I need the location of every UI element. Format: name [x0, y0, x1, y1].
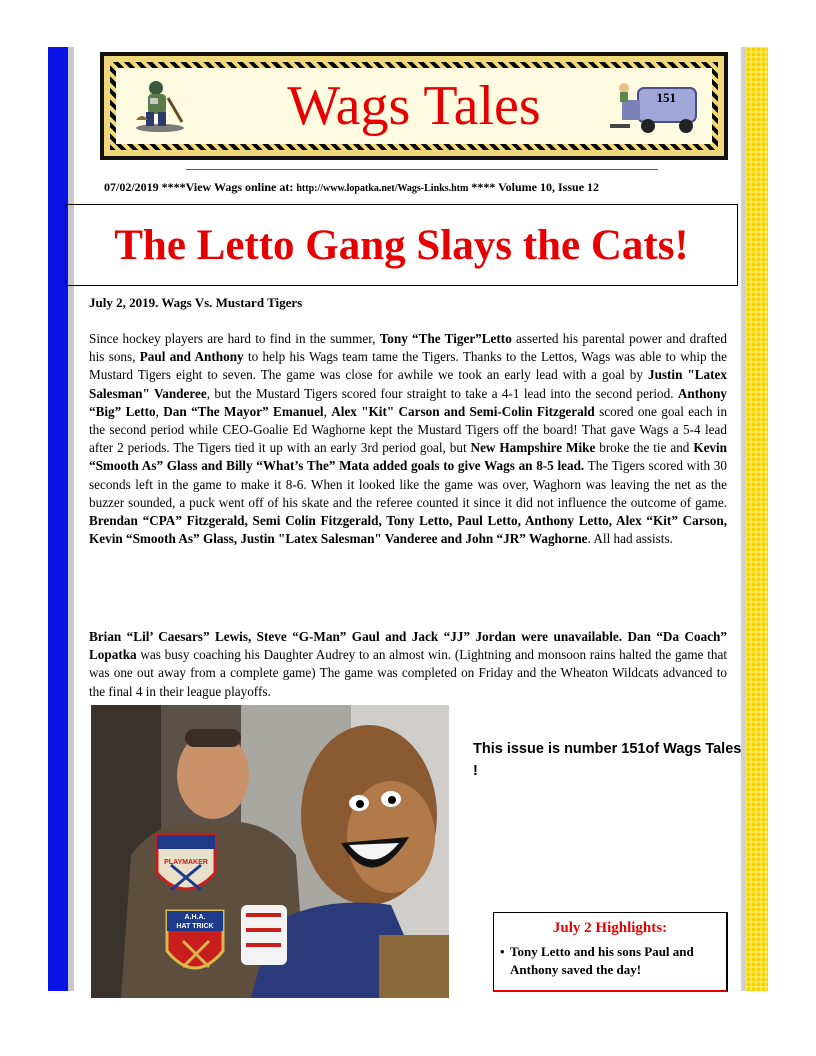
- masthead: [100, 52, 728, 160]
- patch-aha-label: A.H.A.: [184, 914, 206, 921]
- highlight-text: Tony Letto and his sons Paul and Anthony saved the day!: [510, 944, 694, 977]
- issue-number-badge: 151: [656, 90, 676, 105]
- text-run: asserted his parental power and drafted his sons,: [89, 331, 728, 365]
- bold-text-run: Dan “The Mayor” Emanuel: [163, 403, 324, 419]
- text-run: was busy coaching his Daughter Audrey to an almost win. (Lightning and monsoon rains halted the game that was one out away from a complete game) The game was completed on Friday and the Wheaton Wildcats advanced to the final 4 in their league playoffs.: [89, 647, 727, 699]
- bold-text-run: Kevin “Smooth As” Glass and Billy “What’s The” Mata added goals to give Wags an 8-5 lead.: [89, 440, 728, 474]
- text-run: , but the Mustard Tigers scored four straight to take a 4-1 lead into the second period.: [206, 385, 678, 401]
- text-run: scored one goal each in the second period while CEO-Goalie Ed Waghorne kept the Mustard Tigers off the board! That gave Wags a 5-4 lead after 2 periods. The Tigers tied it up with an early 3rd period goal, but: [89, 403, 728, 456]
- right-border-bar: [746, 47, 768, 991]
- photo-illustration: [91, 705, 449, 998]
- text-run: Since hockey players are hard to find in the summer,: [89, 331, 380, 346]
- text-run: . All had assists.: [587, 531, 673, 547]
- issue-date: 07/02/2019: [104, 180, 159, 194]
- text-run: ,: [155, 403, 164, 419]
- info-lead: ****View Wags online at:: [161, 180, 294, 194]
- zamboni-icon: [608, 78, 700, 136]
- text-run: broke the tie and: [595, 440, 694, 456]
- left-border-bar: [48, 47, 68, 991]
- article-paragraph-1: [89, 330, 727, 548]
- bullet-icon: •: [500, 944, 505, 959]
- article-paragraph-2: [89, 628, 727, 701]
- bold-text-run: New Hampshire Mike: [470, 440, 596, 456]
- text-run: to help his Wags team tame the Tigers. Thanks to the Lettos, Wags was able to whip the Mustard Tigers eight to seven. The game was close for awhile we took an early lead with a goal by: [89, 349, 727, 383]
- bold-text-run: Justin "Latex Salesman" Vanderee: [89, 367, 727, 401]
- bold-text-run: Alex "Kit" Carson and Semi-Colin Fitzgerald: [331, 403, 595, 419]
- text-run: ,: [323, 403, 332, 419]
- masthead-frame: [104, 56, 724, 156]
- issue-number-note: This issue is number 151of Wags Tales !: [473, 741, 742, 779]
- article-dateline: July 2, 2019. Wags Vs. Mustard Tigers: [89, 295, 303, 310]
- header-rule: [186, 169, 658, 170]
- patch-playmaker-label: PLAYMAKER: [164, 859, 208, 866]
- highlights-box: [493, 912, 728, 992]
- team-photo: [91, 705, 449, 998]
- info-line: [104, 180, 744, 195]
- masthead-panel: [116, 68, 712, 144]
- highlights-title: July 2 Highlights:: [552, 920, 668, 936]
- volume-issue: **** Volume 10, Issue 12: [471, 180, 600, 194]
- bold-text-run: Brian “Lil’ Caesars” Lewis, Steve “G-Man” Gaul and Jack “JJ” Jordan were unavailable. Dan “Da Coach” Lopatka: [89, 629, 727, 663]
- masthead-title: Wags Tales: [287, 75, 541, 137]
- bold-text-run: Brendan “CPA” Fitzgerald, Semi Colin Fitzgerald, Tony Letto, Paul Letto, Anthony Letto, Alex “Kit” Carson, Kevin “Smooth As” Glass, Justin "Latex Salesman" Vanderee and John “JR” Waghorne: [89, 513, 727, 547]
- bold-text-run: Paul and Anthony: [139, 349, 244, 365]
- headline-box: [65, 204, 738, 286]
- patch-hattrick-label: HAT TRICK: [176, 923, 214, 930]
- left-border-shadow: [68, 47, 74, 991]
- highlight-item: [500, 943, 720, 979]
- bold-text-run: Tony “The Tiger”Letto: [379, 331, 512, 346]
- bold-text-run: Anthony “Big” Letto: [89, 385, 727, 419]
- headline: The Letto Gang Slays the Cats!: [114, 221, 689, 269]
- text-run: The Tigers scored with 30 seconds left in the game to make it 8-6. When it looked like the game was over, Waghorn was leaving the net as the buzzer sounded, a puck went off of his skate and the referee counted it since it did not influence the outcome of game.: [89, 458, 727, 510]
- wags-links-url[interactable]: http://www.lopatka.net/Wags-Links.htm: [296, 183, 469, 194]
